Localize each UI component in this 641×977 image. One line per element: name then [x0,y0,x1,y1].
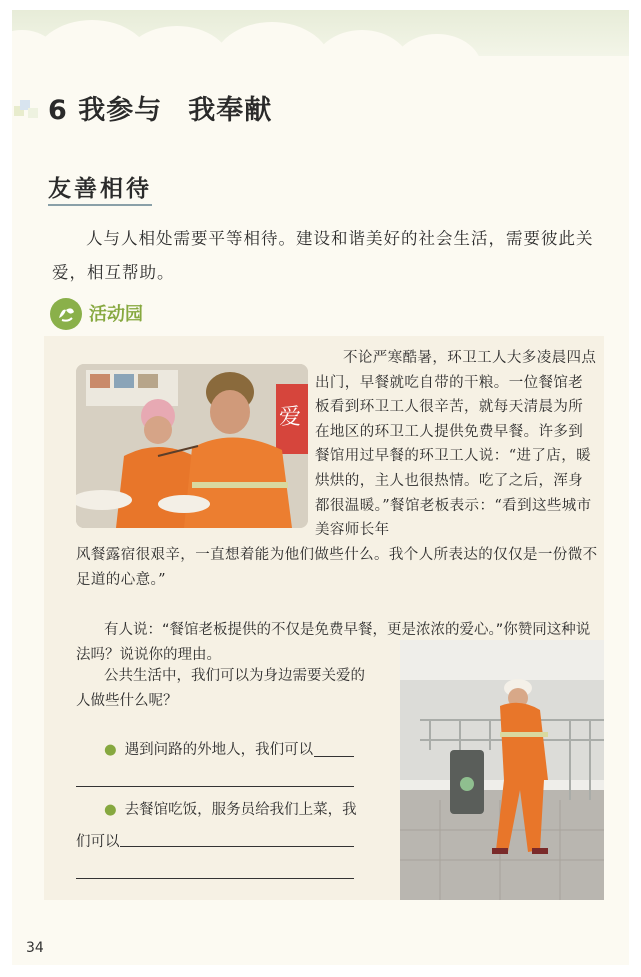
bullet-dot: ● [104,802,117,818]
answer-blank-1b[interactable] [76,786,354,787]
discussion-question: 有人说：“餐馆老板提供的不仅是免费早餐，更是浓浓的爱心。”你赞同这种说法吗？说说你的理由。 [76,622,591,663]
bullet-item-1 [104,738,313,759]
chapter-title [48,88,272,127]
answer-blank-2b[interactable] [76,878,354,879]
bullet-item-2 [104,798,357,819]
section-underline [48,204,152,206]
header-band [12,10,629,56]
bullet-item-2-cont: 们可以 [76,834,120,850]
photo-street-sweeper [400,640,604,900]
bullet-2-text: 去餐馆吃饭，服务员给我们上菜，我 [124,802,357,818]
sign-text: 爱 [279,405,302,430]
answer-blank-2a[interactable] [120,846,354,847]
reflection-prompt: 公共生活中，我们可以为身边需要关爱的人做些什么呢？ [76,668,365,709]
intro-paragraph: 人与人相处需要平等相待。建设和谐美好的社会生活，需要彼此关爱，相互帮助。 [52,229,594,282]
chapter-number: 6 [48,95,68,126]
photo-workers-breakfast [76,364,308,528]
bullet-dot: ● [104,742,117,758]
activity-label: 活动园 [89,304,143,325]
bullet-1-text: 遇到问路的外地人，我们可以 [124,742,314,758]
answer-blank-1a[interactable] [314,756,354,757]
section-title: 友善相待 [48,175,152,202]
activity-leaf-icon [50,298,82,330]
story-paragraph: 不论严寒酷暑，环卫工人大多凌晨四点出门，早餐就吃自带的干粮。一位餐馆老板看到环卫工人很辛苦，就每天清晨为所在地区的环卫工人提供免费早餐。许多到餐馆用过早餐的环卫工人说：“进了店，暖烘烘的，主人也很热情。吃了之后，浑身都很温暖。”餐馆老板表示：“看到这些城市美容师长年 [315,350,597,539]
chapter-title-part2: 我奉献 [188,95,273,126]
story-paragraph-continued: 风餐露宿很艰辛，一直想着能为他们做些什么。我个人所表达的仅仅是一份微不足道的心意。” [76,547,598,588]
chapter-title-part1: 我参与 [78,95,163,126]
page-number: 34 [26,940,44,956]
chapter-decoration-icon [14,96,44,126]
